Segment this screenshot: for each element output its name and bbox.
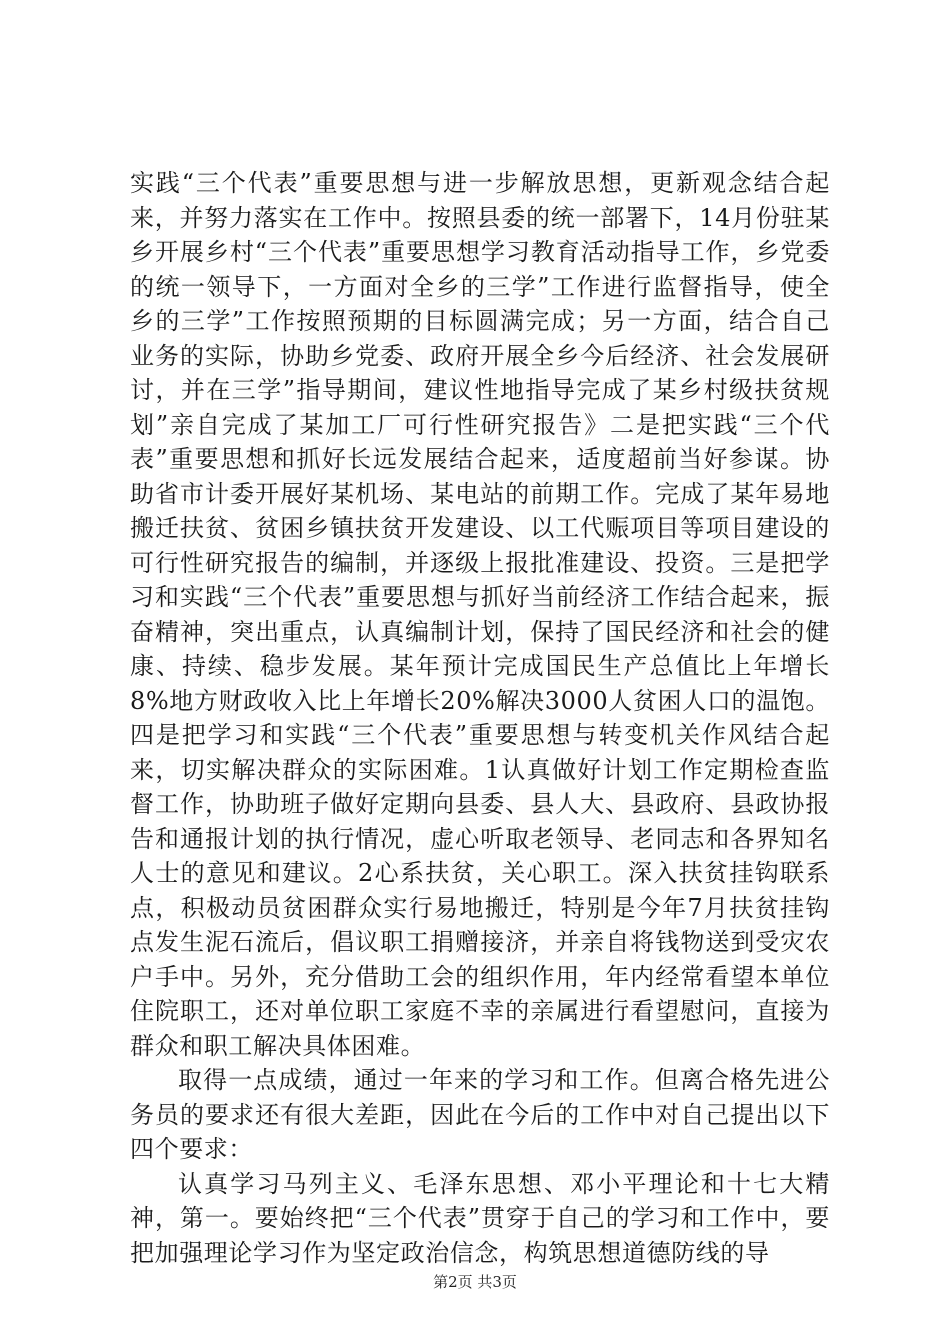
paragraph-3: 认真学习马列主义、毛泽东思想、邓小平理论和十七大精神，第一。要始终把“三个代表”贯穿于自己的学习和工作中，要把加强理论学习作为坚定政治信念，构筑思想道德防线的导 xyxy=(130,1169,830,1267)
paragraph-1: 实践“三个代表”重要思想与进一步解放思想，更新观念结合起来，并努力落实在工作中。按照县委的统一部署下，14月份驻某乡开展乡村“三个代表”重要思想学习教育活动指导工作，乡党委的统一领导下，一方面对全乡的三学”工作进行监督指导，使全乡的三学”工作按照预期的目标圆满完成；另一方面，结合自己业务的实际，协助乡党委、政府开展全乡今后经济、社会发展研讨，并在三学”指导期间，建议性地指导完成了某乡村级扶贫规划”亲自完成了某加工厂可行性研究报告》二是把实践“三个代表”重要思想和抓好长远发展结合起来，适度超前当好参谋。协助省市计委开展好某机场、某电站的前期工作。完成了某年易地搬迁扶贫、贫困乡镇扶贫开发建设、以工代赈项目等项目建设的可行性研究报告的编制，并逐级上报批准建设、投资。三是把学习和实践“三个代表”重要思想与抓好当前经济工作结合起来，振奋精神，突出重点，认真编制计划，保持了国民经济和社会的健康、持续、稳步发展。某年预计完成国民生产总值比上年增长8%地方财政收入比上年增长20%解决3000人贫困人口的温饱。四是把学习和实践“三个代表”重要思想与转变机关作风结合起来，切实解决群众的实际困难。1认真做好计划工作定期检查监督工作，协助班子做好定期向县委、县人大、县政府、县政协报告和通报计划的执行情况，虚心听取老领导、老同志和各界知名人士的意见和建议。2心系扶贫，关心职工。深入扶贫挂钩联系点，积极动员贫困群众实行易地搬迁，特别是今年7月扶贫挂钩点发生泥石流后，倡议职工捐赠接济，并亲自将钱物送到受灾农户手中。另外，充分借助工会的组织作用，年内经常看望本单位住院职工，还对单位职工家庭不幸的亲属进行看望慰问，直接为群众和职工解决具体困难。 xyxy=(130,169,830,1060)
page-footer: 第2页 共3页 xyxy=(433,1273,517,1291)
document-body xyxy=(130,166,830,1270)
paragraph-2: 取得一点成绩，通过一年来的学习和工作。但离合格先进公务员的要求还有很大差距，因此在今后的工作中对自己提出以下四个要求： xyxy=(130,1066,830,1163)
